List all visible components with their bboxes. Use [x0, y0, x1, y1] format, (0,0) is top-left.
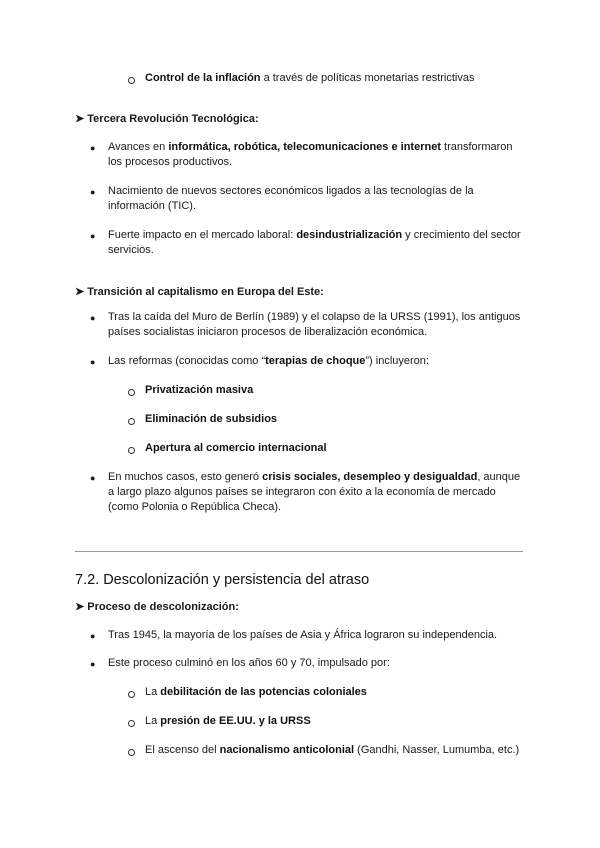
list-item-berlin-wall: Tras la caída del Muro de Berlín (1989) y el colapso de la URSS (1991), los antiguos [108, 311, 521, 323]
circle-bullet-icon [128, 720, 135, 727]
circle-bullet-icon [128, 447, 135, 454]
circle-bullet-icon [128, 418, 135, 425]
list-item-consequences-line3: (como Polonia o República Checa). [108, 501, 282, 513]
sub-item-inflation: Control de la inflación a través de políticas monetarias restrictivas [145, 72, 475, 84]
list-item-consequences: En muchos casos, esto generó crisis sociales, desempleo y desigualdad, aunque [108, 471, 521, 483]
sub-item-colonial-powers: La debilitación de las potencias coloniales [145, 686, 367, 698]
list-item-labor-impact: Fuerte impacto en el mercado laboral: desindustrialización y crecimiento del sector [108, 229, 521, 241]
sub-item-trade: Apertura al comercio internacional [145, 442, 327, 454]
heading-decolonization: ➤ Proceso de descolonización: [75, 601, 239, 613]
circle-bullet-icon [128, 691, 135, 698]
heading-east-europe: ➤ Transición al capitalismo en Europa del Este: [75, 286, 324, 298]
sub-item-pressure: La presión de EE.UU. y la URSS [145, 715, 311, 727]
list-item-60s-70s: Este proceso culminó en los años 60 y 70, impulsado por: [108, 657, 390, 669]
section-title-7-2: 7.2. Descolonización y persistencia del atraso [75, 572, 370, 588]
bullet-icon: ● [90, 631, 96, 641]
list-item-consequences-line2: a largo plazo algunos países se integraron con éxito a la economía de mercado [108, 486, 496, 498]
bullet-icon: ● [90, 231, 96, 241]
list-item-reforms: Las reformas (conocidas como “terapias de choque”) incluyeron: [108, 355, 429, 367]
bullet-icon: ● [90, 357, 96, 367]
bullet-icon: ● [90, 187, 96, 197]
sub-item-privatization: Privatización masiva [145, 384, 254, 396]
list-item-advances-line2: los procesos productivos. [108, 156, 233, 168]
bullet-icon: ● [90, 473, 96, 483]
bullet-icon: ● [90, 313, 96, 323]
list-item-advances: Avances en informática, robótica, telecomunicaciones e internet transformaron [108, 141, 513, 153]
section-divider [75, 551, 523, 552]
circle-bullet-icon [128, 389, 135, 396]
list-item-new-sectors: Nacimiento de nuevos sectores económicos ligados a las tecnologías de la [108, 185, 474, 197]
list-item-berlin-wall-line2: países socialistas iniciaron procesos de liberalización económica. [108, 326, 428, 338]
bullet-icon: ● [90, 143, 96, 153]
list-item-1945: Tras 1945, la mayoría de los países de Asia y África lograron su independencia. [108, 629, 498, 641]
sub-item-nationalism: El ascenso del nacionalismo anticolonial (Gandhi, Nasser, Lumumba, etc.) [145, 744, 520, 756]
circle-bullet-icon [128, 749, 135, 756]
heading-third-revolution: ➤ Tercera Revolución Tecnológica: [75, 113, 259, 125]
list-item-new-sectors-line2: información (TIC). [108, 200, 197, 212]
circle-bullet-icon [128, 77, 135, 84]
sub-item-subsidies: Eliminación de subsidios [145, 413, 278, 425]
list-item-labor-impact-line2: servicios. [108, 244, 154, 256]
bullet-icon: ● [90, 659, 96, 669]
